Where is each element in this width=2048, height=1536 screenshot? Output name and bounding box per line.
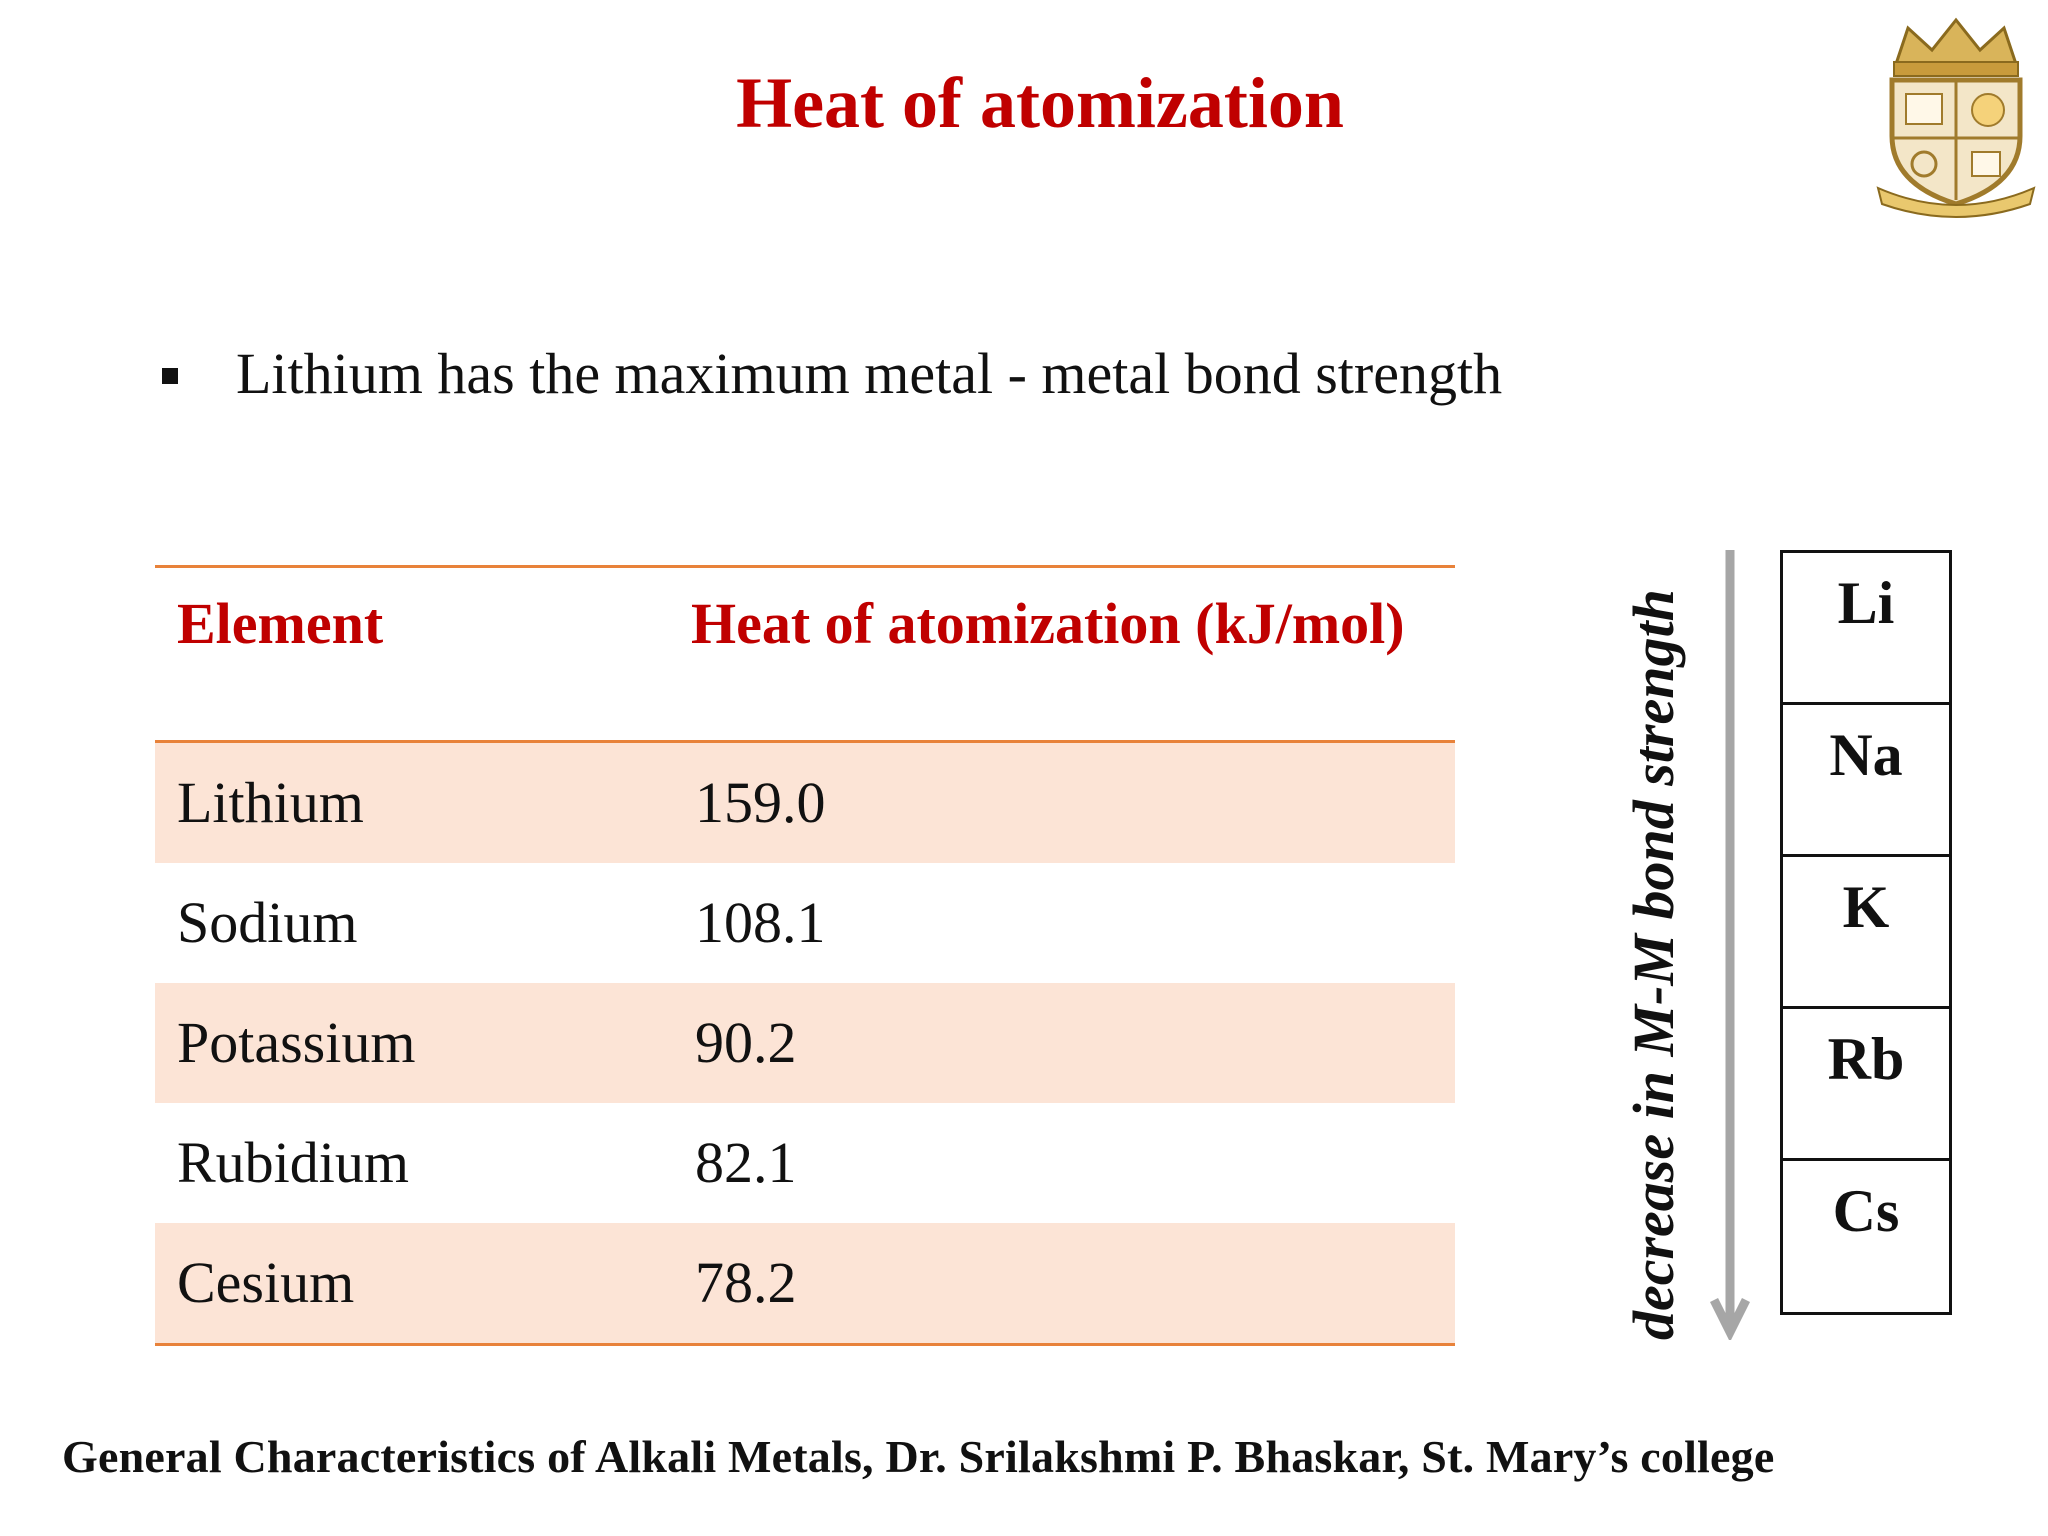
college-crest-icon	[1872, 16, 2040, 221]
element-cell: Sodium	[177, 890, 358, 955]
value-cell: 78.2	[695, 1250, 797, 1315]
heat-of-atomization-table	[155, 565, 1455, 1346]
value-cell: 82.1	[695, 1130, 797, 1195]
symbol-cell-k: K	[1783, 857, 1949, 1009]
table-row	[155, 863, 1455, 983]
element-cell: Rubidium	[177, 1130, 410, 1195]
symbol-cell-cs: Cs	[1832, 1178, 1900, 1244]
header-element: Element	[177, 591, 384, 656]
trend-label: decrease in M-M bond strength	[1621, 589, 1686, 1340]
symbol-cell-rb: Rb	[1783, 1009, 1949, 1161]
table-row	[155, 983, 1455, 1103]
down-arrow-icon	[1710, 550, 1750, 1340]
symbol-cell-na: Na	[1783, 705, 1949, 857]
symbol-cell-li: Li	[1783, 553, 1949, 705]
square-bullet-icon	[162, 368, 178, 384]
bullet-text: Lithium has the maximum metal - metal bond strength	[236, 341, 1503, 406]
element-symbol-column	[1780, 550, 1952, 1315]
table-header-row	[155, 568, 1455, 743]
element-cell: Potassium	[177, 1010, 416, 1075]
header-heat-of-atomization: Heat of atomization (kJ/mol)	[691, 591, 1405, 656]
slide-footer: General Characteristics of Alkali Metals, Dr. Srilakshmi P. Bhaskar, St. Mary’s college	[62, 1431, 1775, 1482]
slide-title: Heat of atomization	[736, 63, 1344, 143]
value-cell: 90.2	[695, 1010, 797, 1075]
table-row	[155, 1223, 1455, 1343]
table-row	[155, 743, 1455, 863]
value-cell: 159.0	[695, 770, 826, 835]
value-cell: 108.1	[695, 890, 826, 955]
element-cell: Cesium	[177, 1250, 355, 1315]
table-row	[155, 1103, 1455, 1223]
element-cell: Lithium	[177, 770, 364, 835]
